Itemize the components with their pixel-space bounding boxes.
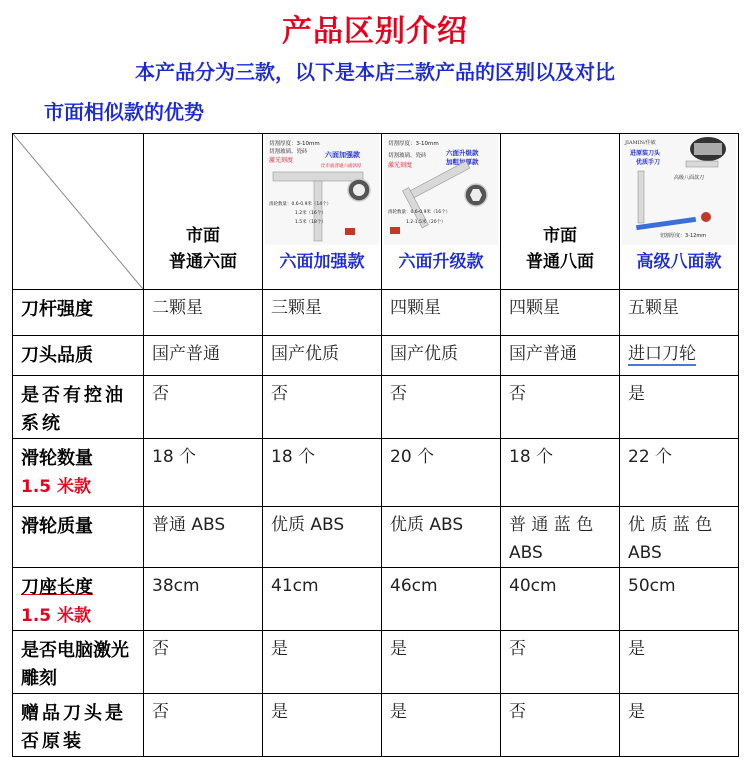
thumb-note: 激光刻度 — [269, 157, 294, 164]
table-cell: 46cm — [382, 568, 501, 631]
thumb-spec: 1.2-1.5米（20个） — [406, 220, 446, 225]
subtitle-line-1: 本产品分为三款，以下是本店三款产品的区别以及对比 — [135, 60, 615, 84]
thumb-text: 切割厚度：3-10mm — [388, 141, 439, 147]
table-cell: 否 — [501, 631, 620, 694]
thumb-spec: 滑轮数量：0.6-0.9米（16个） — [388, 210, 451, 215]
table-row — [13, 290, 739, 336]
header-row — [13, 134, 739, 290]
table-cell: 是 — [263, 631, 382, 694]
column-header-3 — [382, 134, 501, 290]
table-cell: 是 — [382, 631, 501, 694]
table-cell: 国产普通 — [501, 336, 620, 376]
table-cell: 20 个 — [382, 439, 501, 507]
row-label-cell — [13, 439, 144, 507]
page-title: 产品区别介绍 — [282, 14, 468, 49]
column-header-line2: 六面升级款 — [398, 252, 484, 272]
table-cell: 普通 ABS — [144, 507, 263, 568]
column-header-line2: 普通六面 — [169, 252, 237, 272]
subtitle-line-2: 市面相似款的优势 — [44, 100, 204, 124]
thumb-text: 切割玻璃、瓷砖 — [269, 149, 308, 155]
product-thumb-3 — [384, 135, 498, 245]
table-cell: 优质 ABS — [382, 507, 501, 568]
row-label: 是否电脑激光雕刻 — [13, 631, 144, 694]
thumb-note: 比市面普通六面款厚 — [321, 164, 362, 169]
table-row — [13, 376, 739, 439]
table-cell: 50cm — [620, 568, 739, 631]
table-cell: 是 — [263, 694, 382, 757]
table-cell: 是 — [620, 376, 739, 439]
table-cell: 否 — [144, 694, 263, 757]
column-header-4 — [501, 134, 620, 290]
table-cell: 国产普通 — [144, 336, 263, 376]
table-cell: 普 通 蓝 色 ABS — [501, 507, 620, 568]
thumb-text: 进原装刀头 — [630, 150, 661, 157]
thumb-tag: 加粗加厚款 — [446, 158, 479, 166]
table-cell: 22 个 — [620, 439, 739, 507]
table-cell: 是 — [620, 694, 739, 757]
table-cell: 否 — [144, 631, 263, 694]
table-cell: 国产优质 — [382, 336, 501, 376]
thumb-spec: 1.2米（16个） — [295, 211, 326, 216]
t-square-cutter-image — [265, 135, 379, 245]
underlined-value: 进口刀轮 — [628, 344, 696, 364]
column-header-line2: 六面加强款 — [279, 252, 365, 272]
table-cell: 三颗星 — [263, 290, 382, 336]
thumb-tag: 高级八面款刀 — [674, 175, 705, 181]
table-cell: 否 — [501, 376, 620, 439]
table-cell: 否 — [501, 694, 620, 757]
row-sublabel: 1.5 米款 — [21, 606, 92, 626]
table-cell: 是 — [382, 694, 501, 757]
row-label: 刀座长度 — [21, 577, 93, 598]
row-label-cell — [13, 568, 144, 631]
table-row — [13, 631, 739, 694]
table-cell: 国产优质 — [263, 336, 382, 376]
table-cell: 38cm — [144, 568, 263, 631]
row-label: 赠品刀头是否原装 — [13, 694, 144, 757]
column-header-5 — [620, 134, 739, 290]
row-label: 刀杆强度 — [13, 290, 144, 336]
t-square-cutter-image — [384, 135, 498, 245]
comparison-table — [12, 133, 739, 757]
row-label: 刀头品质 — [13, 336, 144, 376]
column-header-line1: 市面 — [543, 226, 577, 246]
table-cell: 五颗星 — [620, 290, 739, 336]
column-header-1 — [144, 134, 263, 290]
row-label: 是否有控油系统 — [13, 376, 144, 439]
t-square-cutter-image — [622, 135, 736, 245]
table-cell: 否 — [382, 376, 501, 439]
corner-cell — [13, 134, 144, 290]
table-cell: 优质 ABS — [263, 507, 382, 568]
table-cell: 否 — [263, 376, 382, 439]
table-row — [13, 694, 739, 757]
column-header-line1: 市面 — [186, 226, 220, 246]
table-cell: 是 — [620, 631, 739, 694]
table-cell: 四颗星 — [382, 290, 501, 336]
thumb-spec: 切割厚度：3-12mm — [660, 233, 707, 239]
product-thumb-2 — [265, 135, 379, 245]
table-row — [13, 336, 739, 376]
thumb-spec: 滑轮数量：0.6-0.9米（14个） — [269, 202, 332, 207]
column-header-2 — [263, 134, 382, 290]
thumb-spec: 1.5米（18个） — [295, 220, 326, 225]
table-cell: 二颗星 — [144, 290, 263, 336]
table-cell: 18 个 — [144, 439, 263, 507]
table-row — [13, 568, 739, 631]
thumb-text: 切割玻璃、瓷砖 — [388, 153, 427, 159]
thumb-tag: 六面加强款 — [325, 151, 360, 159]
table-cell: 四颗星 — [501, 290, 620, 336]
table-cell: 40cm — [501, 568, 620, 631]
thumb-note: 激光刻度 — [388, 162, 413, 169]
table-cell: 41cm — [263, 568, 382, 631]
table-cell: 否 — [144, 376, 263, 439]
table-row — [13, 439, 739, 507]
table-cell: 18 个 — [501, 439, 620, 507]
table-cell — [620, 336, 739, 376]
thumb-text: 优质手刀 — [636, 159, 661, 166]
column-header-line2: 高级八面款 — [636, 252, 722, 272]
diagonal-line — [13, 134, 143, 289]
column-header-line2: 普通八面 — [526, 252, 594, 272]
table-cell: 优 质 蓝 色 ABS — [620, 507, 739, 568]
row-label: 滑轮质量 — [13, 507, 144, 568]
table-row — [13, 507, 739, 568]
product-thumb-5 — [622, 135, 736, 245]
thumb-tag: 六面升级款 — [446, 149, 479, 157]
thumb-text: 切割厚度：3-10mm — [269, 141, 320, 147]
row-label: 滑轮数量 — [21, 448, 93, 469]
table-cell: 18 个 — [263, 439, 382, 507]
thumb-brand: JIAMIN/佳敏 — [625, 140, 656, 146]
row-sublabel: 1.5 米款 — [21, 477, 92, 497]
